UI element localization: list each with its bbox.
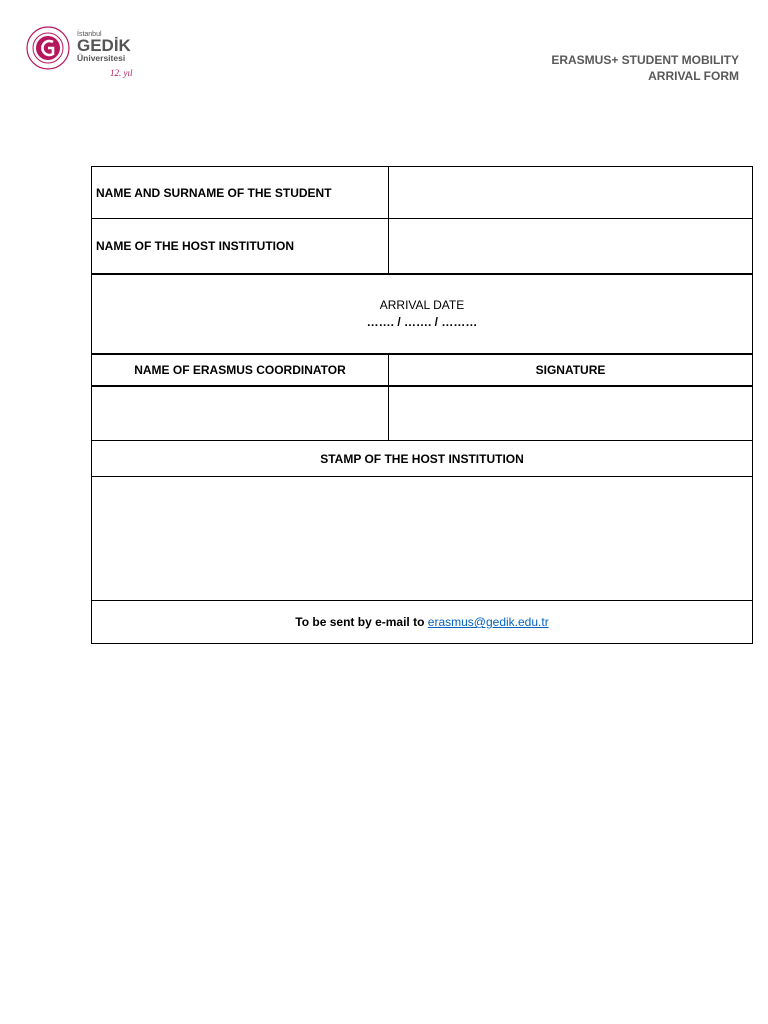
arrival-date-placeholder: ……. / ……. / ……… (366, 315, 478, 329)
document-title-line1: ERASMUS+ STUDENT MOBILITY (551, 53, 739, 67)
host-institution-field[interactable] (389, 219, 752, 273)
arrival-date-label: ARRIVAL DATE (379, 298, 465, 312)
host-institution-label: NAME OF THE HOST INSTITUTION (92, 219, 389, 273)
logo-tagline: 12. yıl (110, 68, 133, 78)
student-name-row (91, 166, 753, 219)
coordinator-signature-row (91, 387, 753, 441)
document-title-line2: ARRIVAL FORM (648, 69, 739, 83)
gedik-logo-icon (22, 24, 142, 84)
footer-row (91, 601, 753, 644)
student-name-field[interactable] (389, 167, 752, 218)
email-link[interactable]: erasmus@gedik.edu.tr (427, 615, 549, 629)
signature-field[interactable] (389, 387, 752, 440)
student-name-label: NAME AND SURNAME OF THE STUDENT (92, 167, 389, 218)
host-institution-row (91, 219, 753, 275)
stamp-area-row (91, 477, 753, 601)
logo-line-universitesi: Üniversitesi (77, 53, 126, 63)
coordinator-name-field[interactable] (92, 387, 389, 440)
logo-line-istanbul: İstanbul (77, 31, 102, 38)
footer-cell (92, 601, 752, 643)
stamp-area[interactable] (92, 477, 752, 600)
logo-line-gedik: GEDİK (77, 36, 131, 55)
signature-label: SIGNATURE (535, 363, 606, 377)
document-title (551, 52, 739, 84)
coordinator-header-row (91, 355, 753, 387)
coordinator-label: NAME OF ERASMUS COORDINATOR (92, 355, 389, 385)
arrival-date-row (91, 275, 753, 355)
arrival-form-table (91, 166, 753, 644)
university-logo (22, 24, 142, 84)
arrival-date-cell[interactable] (92, 275, 752, 353)
stamp-header-row (91, 441, 753, 477)
stamp-label: STAMP OF THE HOST INSTITUTION (320, 451, 524, 466)
footer-instruction: To be sent by e-mail to (295, 615, 425, 629)
